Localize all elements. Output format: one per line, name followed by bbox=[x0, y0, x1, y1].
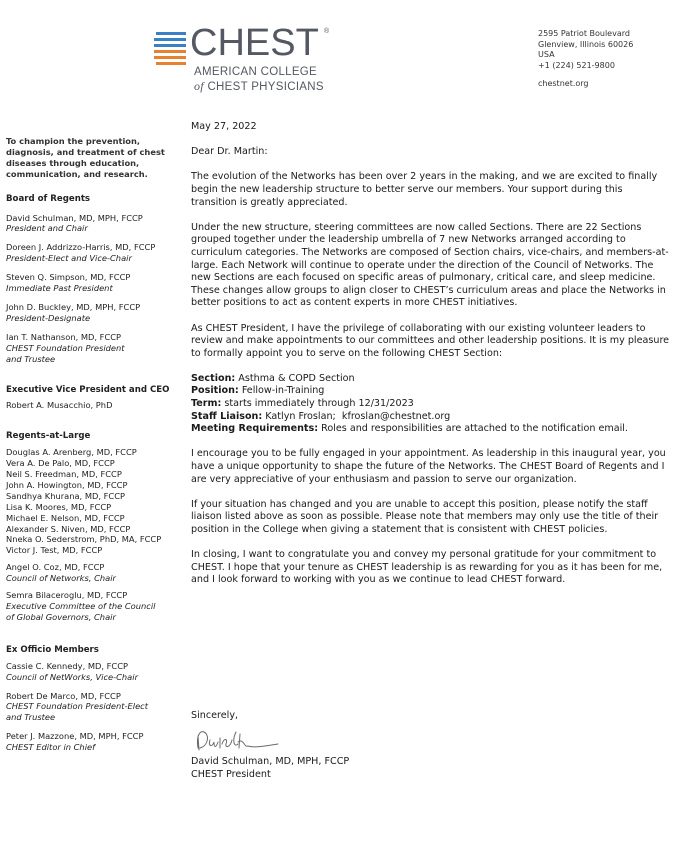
appointment-details bbox=[191, 373, 671, 436]
regent-with-role: Semra Bilaceroglu, MD, FCCP Executive Committee of the Council of Global Governors, Chair bbox=[6, 590, 156, 622]
field-section: Section: Asthma & COPD Section bbox=[191, 372, 355, 384]
paragraph-3: As CHEST President, I have the privilege of collaborating with our existing volunteer leaders to review and make appointments to our committees and other leadership positions. It is my pleasure to formally appoint you to serve on the following CHEST Section: bbox=[191, 322, 670, 359]
field-staff-liaison: Staff Liaison: Katlyn Froslan; kfroslan@chestnet.org bbox=[191, 410, 451, 422]
board-member: Steven Q. Simpson, MD, FCCP Immediate Past President bbox=[6, 272, 131, 294]
exofficio-heading: Ex Officio Members bbox=[6, 644, 99, 655]
regent-with-role: Angel O. Coz, MD, FCCP Council of Networks, Chair bbox=[6, 562, 116, 584]
evp-heading: Executive Vice President and CEO bbox=[6, 384, 170, 395]
field-position: Position: Fellow-in-Training bbox=[191, 385, 325, 397]
signer-title: CHEST President bbox=[191, 768, 271, 780]
paragraph-5: If your situation has changed and you are unable to accept this position, please notify the staff liaison listed above as soon as possible. Please note that members may only use the title of their position in the College when giving a statement that is consistent with CHEST policies. bbox=[191, 498, 659, 535]
chest-logo-icon bbox=[154, 29, 188, 69]
evp-member: Robert A. Musacchio, PhD bbox=[6, 400, 113, 411]
logo-subtitle-line1: AMERICAN COLLEGE bbox=[194, 66, 318, 78]
logo-subtitle-line2: of CHEST PHYSICIANS bbox=[194, 79, 324, 93]
regents-heading: Regents-at-Large bbox=[6, 431, 91, 442]
signer-name: David Schulman, MD, MPH, FCCP bbox=[191, 756, 350, 767]
paragraph-2: Under the new structure, steering committees are now called Sections. There are 22 Sections grouped together under the leadership umbrella of 7 new Networks arranged according to curriculum categories. The Networks are composed of Section chairs, vice-chairs, and members-at-large. Each Network will continue to operate under the direction of the Council of Networks. The new Sections are each focused on specific areas of pulmonary, critical care, and sleep medicine. These changes allow groups to align closer to CHEST’s curriculum areas and place the Networks in better positions to act as content experts in more CHEST initiatives. bbox=[191, 221, 669, 309]
closing: Sincerely, bbox=[191, 710, 239, 721]
sidebar-leadership bbox=[6, 136, 182, 753]
registered-mark: ® bbox=[324, 28, 330, 35]
board-member: John D. Buckley, MD, MPH, FCCP President-Designate bbox=[6, 301, 141, 323]
logo-wordmark: CHEST bbox=[190, 22, 319, 64]
board-member: Doreen J. Addrizzo-Harris, MD, FCCP President-Elect and Vice-Chair bbox=[6, 242, 156, 264]
letter-date: May 27, 2022 bbox=[191, 121, 257, 132]
signature-image bbox=[192, 726, 292, 754]
regents-list: Douglas A. Arenberg, MD, FCCP Vera A. De Palo, MD, FCCP Neil S. Freedman, MD, FCCP John A. Howington, MD, FCCP Sandhya Khurana, MD, FCCP Lisa K. Moores, MD, FCCP Michael E. Nelson, MD, FCCP Alexander S. Niven, MD, FCCP Nneka O. Sederstrom, PhD, MA, FCCP Victor J. Test, MD, FCCP bbox=[6, 447, 162, 556]
field-term: Term: starts immediately through 12/31/2023 bbox=[191, 398, 414, 410]
website-link[interactable]: chestnet.org bbox=[538, 79, 589, 88]
address-block: 2595 Patriot Boulevard Glenview, Illinois 60026 USA +1 (224) 521-9800 chestnet.org bbox=[538, 29, 634, 88]
signature-block bbox=[191, 756, 349, 781]
exofficio-member: Robert De Marco, MD, FCCP CHEST Foundation President-Elect and Trustee bbox=[6, 690, 148, 723]
paragraph-6: In closing, I want to congratulate you and convey my personal gratitude for your commitment to CHEST. I hope that your tenure as CHEST leadership is as rewarding for you as it has been for me, and I look forward to working with you as we continue to lead CHEST forward. bbox=[191, 549, 663, 586]
board-heading: Board of Regents bbox=[6, 193, 91, 204]
paragraph-4: I encourage you to be fully engaged in your appointment. As leadership in this inaugural year, you have a unique opportunity to shape the future of the Networks. The CHEST Board of Regents and I are very appreciative of your enthusiasm and passion to serve our organization. bbox=[191, 448, 666, 485]
field-meeting-requirements: Meeting Requirements: Roles and responsibilities are attached to the notification email. bbox=[191, 423, 628, 435]
salutation: Dear Dr. Martin: bbox=[191, 146, 268, 158]
letter-body bbox=[191, 121, 671, 600]
paragraph-1: The evolution of the Networks has been over 2 years in the making, and we are excited to finally begin the new leadership structure to better serve our members. Your support during this transition is greatly appreciated. bbox=[191, 171, 658, 208]
exofficio-member: Cassie C. Kennedy, MD, FCCP Council of NetWorks, Vice-Chair bbox=[6, 660, 138, 682]
board-member: David Schulman, MD, MPH, FCCP President and Chair bbox=[6, 212, 143, 234]
board-member: Ian T. Nathanson, MD, FCCP CHEST Foundation President and Trustee bbox=[6, 331, 125, 364]
exofficio-member: Peter J. Mazzone, MD, MPH, FCCP CHEST Editor in Chief bbox=[6, 731, 144, 753]
mission-statement: To champion the prevention, diagnosis, and treatment of chest diseases through education, communication, and research. bbox=[6, 136, 165, 179]
